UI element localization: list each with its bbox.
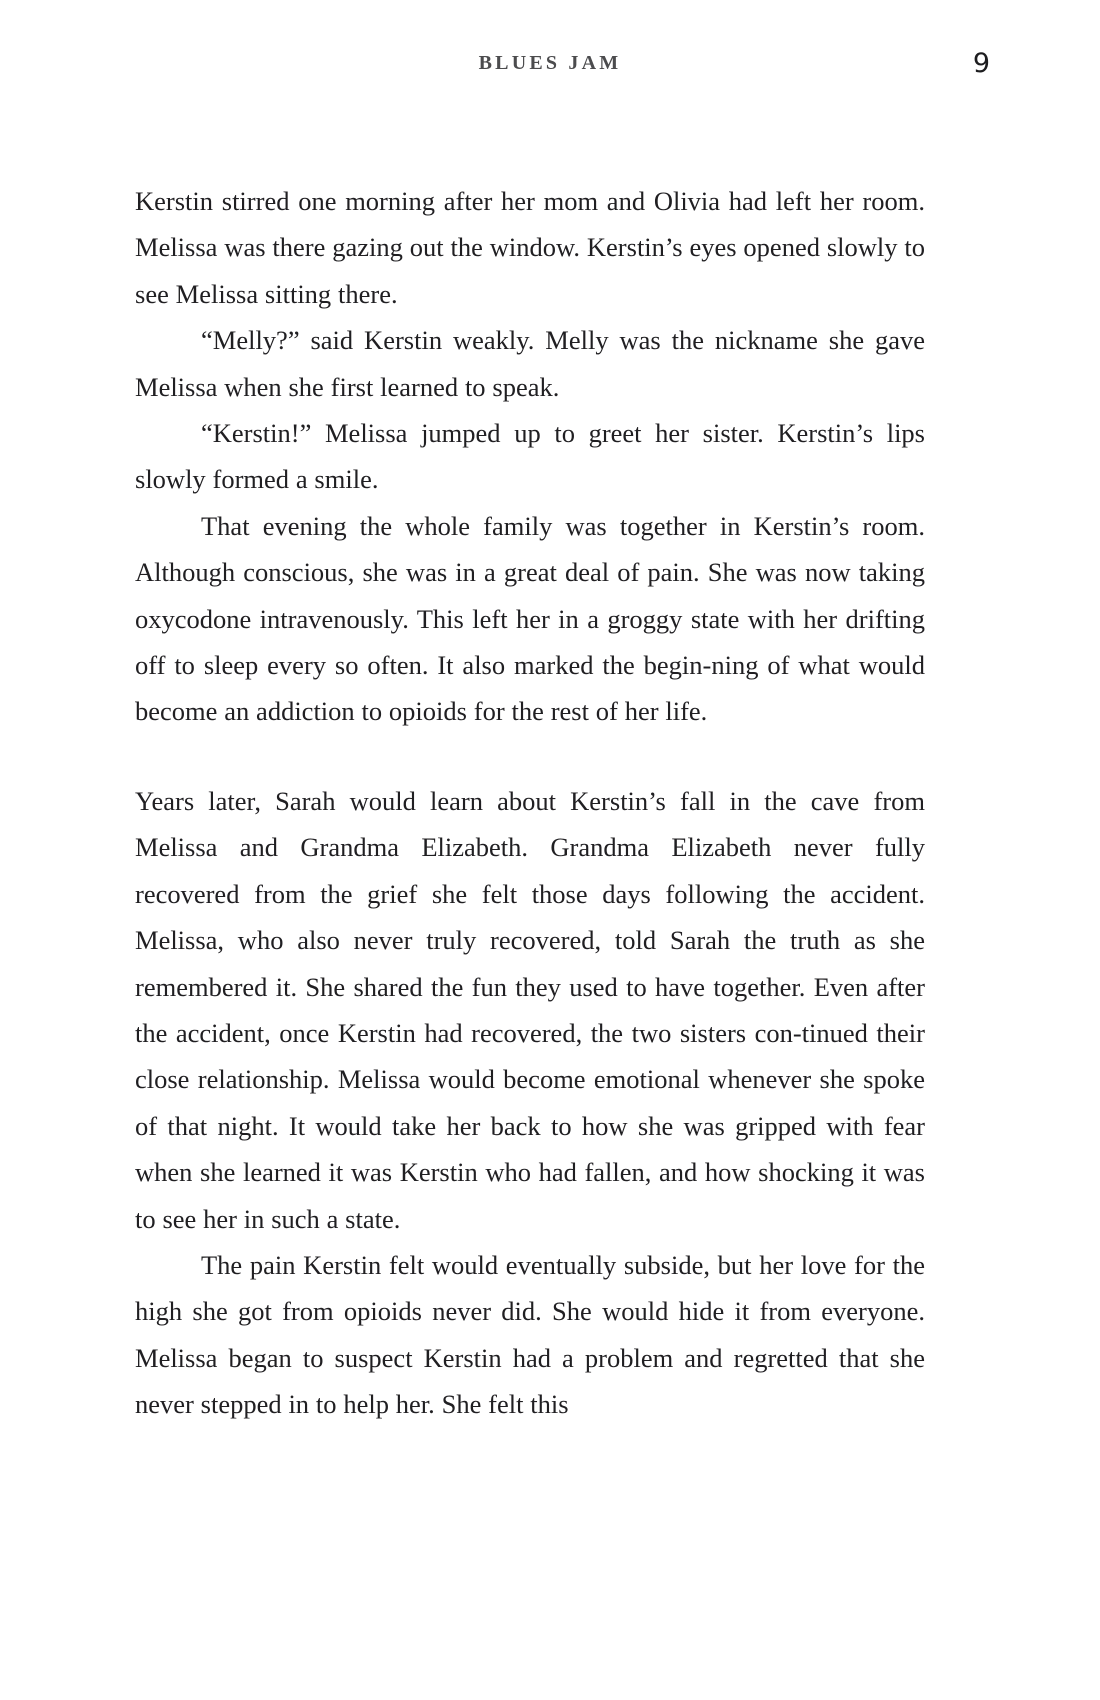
paragraph: Kerstin stirred one morning after her mom and Olivia had left her room. Melissa was there gazing out the window. Kerstin’s eyes opened slowly to see Melissa sitting there.: [135, 186, 925, 309]
paragraph: That evening the whole family was together in Kerstin’s room. Although conscious, she was in a great deal of pain. She was now taking oxycodone intravenously. This left her in a groggy state with her drifting off to sleep every so often. It also marked the begin-ning of what would become an addiction to opioids for the rest of her life.: [135, 510, 925, 727]
running-head-title: BLUES JAM: [478, 52, 622, 74]
running-header: [135, 52, 965, 88]
page-number: 9: [972, 48, 990, 79]
paragraph: “Kerstin!” Melissa jumped up to greet her sister. Kerstin’s lips slowly formed a smile.: [135, 418, 925, 495]
paragraph: The pain Kerstin felt would eventually subside, but her love for the high she got from opioids never did. She would hide it from everyone. Melissa began to suspect Kerstin had a problem and regretted that she never stepped in to help her. She felt this: [135, 1249, 925, 1420]
body-text-block: [135, 178, 925, 1428]
paragraph: Years later, Sarah would learn about Kerstin’s fall in the cave from Melissa and Grandma Elizabeth. Grandma Elizabeth never fully recovered from the grief she felt those days following the accident. Melissa, who also never truly recovered, told Sarah the truth as she remembered it. She shared the fun they used to have together. Even after the accident, once Kerstin had recovered, the two sisters con-tinued their close relationship. Melissa would become emotional whenever she spoke of that night. It would take her back to how she was gripped with fear when she learned it was Kerstin who had fallen, and how shocking it was to see her in such a state.: [135, 785, 925, 1234]
paragraph: “Melly?” said Kerstin weakly. Melly was the nickname she gave Melissa when she first learned to speak.: [135, 325, 925, 402]
